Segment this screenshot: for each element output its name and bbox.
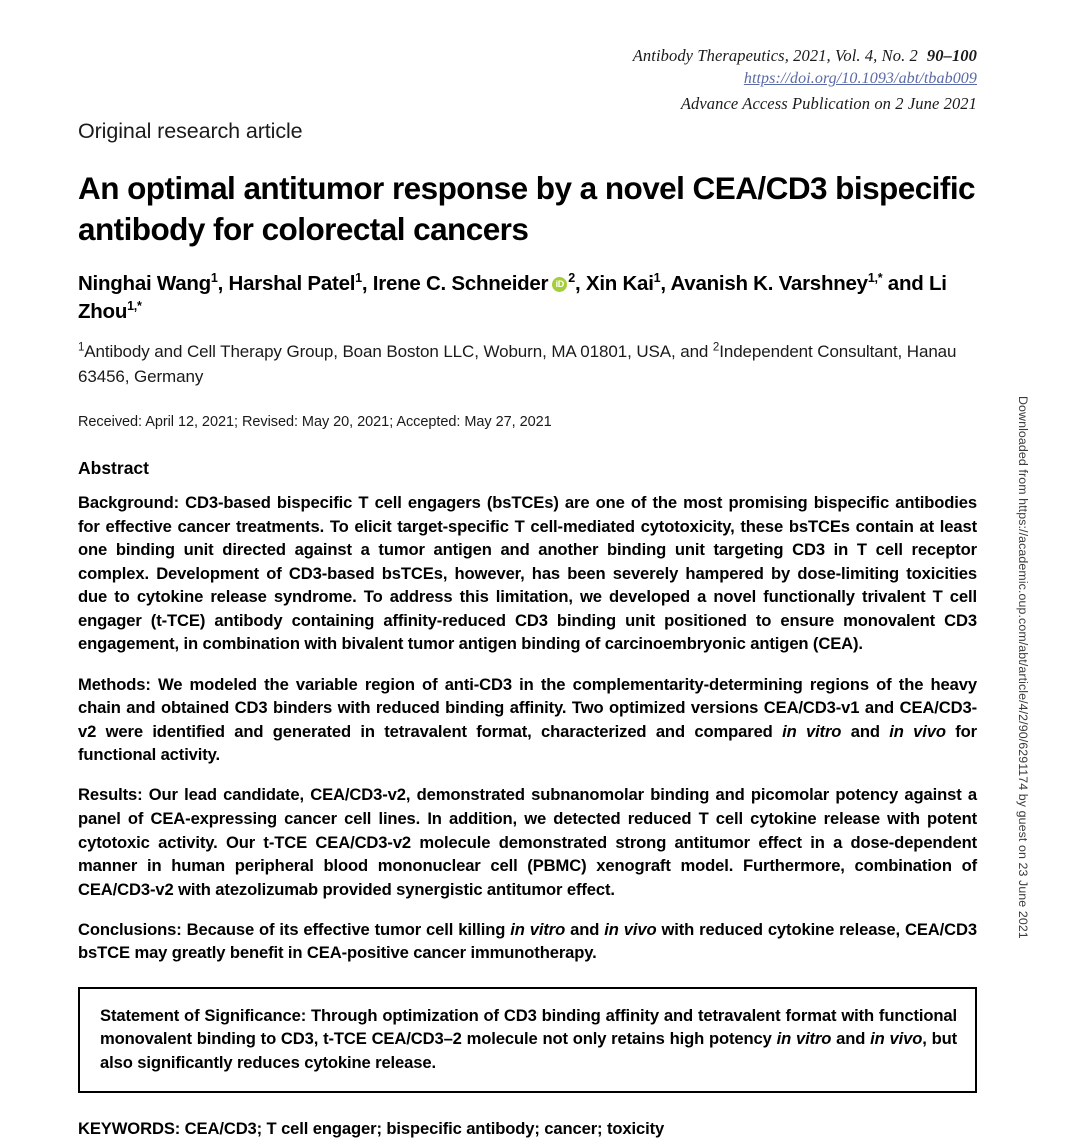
abstract-methods xyxy=(78,673,977,767)
abstract-methods-italic-2: in vivo xyxy=(889,721,946,741)
author-affiliation-marker-3: 2 xyxy=(568,271,575,286)
author-affiliation-marker-6: 1,* xyxy=(127,299,142,314)
significance-italic-2: in vivo xyxy=(870,1029,923,1049)
abstract-methods-c: for functional activity. xyxy=(78,721,977,765)
orcid-id-icon[interactable]: iD xyxy=(552,277,567,292)
journal-citation: Antibody Therapeutics, 2021, Vol. 4, No. 2 xyxy=(632,46,918,65)
affiliation-marker-2: 2 xyxy=(712,341,720,354)
advance-access-line: Advance Access Publication on 2 June 2021 xyxy=(680,94,977,114)
statement-of-significance-box xyxy=(78,987,977,1093)
content-column xyxy=(78,0,977,1139)
abstract-conclusions-italic-1: in vitro xyxy=(510,919,566,939)
significance-italic-1: in vitro xyxy=(776,1029,832,1049)
abstract-background: Background: CD3-based bispecific T cell engagers (bsTCEs) are one of the most promising bispecific antibodies for effective cancer treatments. To elicit target-specific T cell-mediated cytotoxicity, these bsTCEs contain at least one binding unit directed against a tumor antigen and another binding unit targeting CD3 in T cell receptor complex. Development of CD3-based bsTCEs, however, has been severely hampered by dose-limiting toxicities due to cytokine release syndrome. To address this limitation, we developed a novel functionally trivalent T cell engager (t-TCE) antibody containing affinity-reduced CD3 binding unit positioned to ensure monovalent CD3 engagement, in combination with bivalent tumor antigen binding of carcinoembryonic antigen (CEA). xyxy=(78,493,977,654)
abstract-conclusions-a: Conclusions: Because of its effective tumor cell killing xyxy=(78,919,511,939)
abstract-methods-italic-1: in vitro xyxy=(782,721,842,741)
article-type-label: Original research article xyxy=(78,119,303,143)
author-affiliation-marker-4: 1 xyxy=(653,271,661,286)
abstract-conclusions xyxy=(78,918,977,965)
abstract-conclusions-b: and xyxy=(565,919,605,939)
doi-link[interactable]: https://doi.org/10.1093/abt/tbab009 xyxy=(743,70,977,88)
affiliation-marker-1: 1 xyxy=(78,341,85,354)
abstract-methods-b: and xyxy=(841,721,890,741)
abstract-methods-a: Methods: We modeled the variable region of anti-CD3 in the complementarity-determining regions of the heavy chain and obtained CD3 binders with reduced binding affinity. Two optimized versions CEA/CD3-v1 and CEA/CD3-v2 were identified and generated in tetravalent format, characterized and compared xyxy=(78,674,977,741)
author-name-4: Xin Kai xyxy=(585,272,654,296)
author-affiliation-marker-2: 1 xyxy=(355,271,362,286)
affiliation-text xyxy=(78,339,977,389)
author-list: Ninghai Wang$^1$, Harshal Patel$^1$, Irene C. Schneider iD $^2$, Xin Kai$^1$, Avanish K. Varshney$^{1,*}$ and Li Zhou$^{1,*}$ xyxy=(78,271,947,324)
author-name-5: Avanish K. Varshney xyxy=(670,272,868,296)
abstract-heading: Abstract xyxy=(78,458,149,478)
affiliation-1: Antibody and Cell Therapy Group, Boan Boston LLC, Woburn, MA 01801, USA, and xyxy=(84,341,713,361)
significance-part-c: , but also significantly reduces cytokine release. xyxy=(100,1029,958,1073)
author-name-1: Ninghai Wang xyxy=(78,272,211,296)
abstract-conclusions-c: with reduced cytokine release, CEA/CD3 bsTCE may greatly benefit in CEA-positive cancer immunotherapy. xyxy=(78,919,977,963)
keywords-line: KEYWORDS: CEA/CD3; T cell engager; bispecific antibody; cancer; toxicity xyxy=(78,1118,665,1138)
page-title: An optimal antitumor response by a novel CEA/CD3 bispecific antibody for colorectal cancers xyxy=(78,170,975,247)
download-watermark: Downloaded from https://academic.oup.com/abt/article/4/2/90/6291174 by guest on 23 June 2021 xyxy=(1016,396,1030,939)
significance-part-a: Statement of Significance: Through optimization of CD3 binding affinity and tetravalent format with functional monovalent binding to CD3, t-TCE CEA/CD3–2 molecule not only retains high potency xyxy=(100,1005,957,1049)
page-range: 90–100 xyxy=(926,46,977,65)
abstract-results: Results: Our lead candidate, CEA/CD3-v2, demonstrated subnanomolar binding and picomolar potency against a panel of CEA-expressing cancer cell lines. In addition, we detected reduced T cell cytokine release with potent cytotoxic activity. Our t-TCE CEA/CD3-v2 molecule demonstrated strong antitumor effect in a dose-dependent manner in human peripheral blood mononuclear cell (PBMC) xenograft model. Furthermore, combination of CEA/CD3-v2 with atezolizumab provided synergistic antitumor effect. xyxy=(78,785,977,899)
author-affiliation-marker-1: 1 xyxy=(210,271,218,286)
author-name-3: Irene C. Schneider xyxy=(372,272,549,296)
statement-of-significance-text xyxy=(100,1004,957,1075)
author-name-6: Li Zhou xyxy=(78,272,947,324)
author-name-2: Harshal Patel xyxy=(228,272,356,296)
abstract-conclusions-italic-2: in vivo xyxy=(604,919,657,939)
publication-history: Received: April 12, 2021; Revised: May 20, 2021; Accepted: May 27, 2021 xyxy=(78,414,552,430)
significance-part-b: and xyxy=(831,1029,871,1049)
author-affiliation-marker-5: 1,* xyxy=(867,271,883,286)
affiliation-2: Independent Consultant, Hanau 63456, Germany xyxy=(78,341,957,386)
